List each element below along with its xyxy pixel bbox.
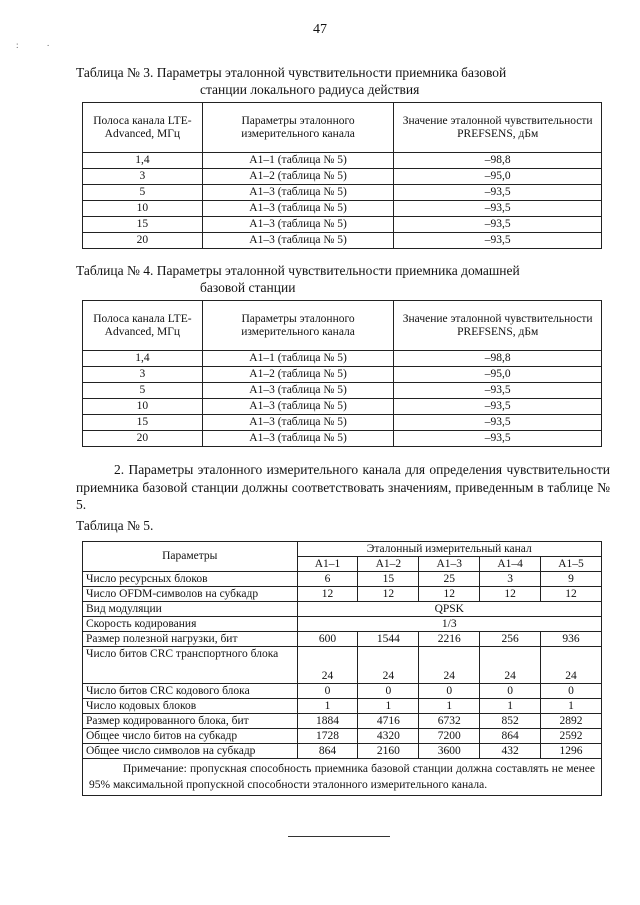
table4-cell: –93,5	[394, 431, 602, 447]
table4-row	[83, 383, 602, 399]
table5-row	[83, 587, 602, 602]
table5-cell: 936	[541, 632, 602, 647]
table3-cell: 5	[83, 185, 203, 201]
table5-param-header: Параметры	[83, 542, 298, 572]
table3-header: Полоса канала LTE-Advanced, МГц	[83, 103, 203, 153]
table4-cell: A1–3 (таблица № 5)	[202, 383, 394, 399]
table5-cell: 852	[480, 714, 541, 729]
table5-row	[83, 714, 602, 729]
table4-header: Полоса канала LTE-Advanced, МГц	[83, 301, 203, 351]
table3-cell: A1–3 (таблица № 5)	[202, 217, 394, 233]
table5-channel-header: A1–4	[480, 557, 541, 572]
table5-group-header: Эталонный измерительный канал	[297, 542, 601, 557]
table3	[82, 102, 602, 249]
table5-cell: 1728	[297, 729, 358, 744]
table5-row	[83, 602, 602, 617]
table5-note: Примечание: пропускная способность приемника базовой станции должна составлять не менее 95% максимальной пропускной способности эталонного измерительного канала.	[83, 759, 602, 796]
table5-row-label: Общее число битов на субкадр	[83, 729, 298, 744]
table5-note-row	[83, 759, 602, 796]
table5-cell: 12	[358, 587, 419, 602]
table5-cell: 0	[480, 684, 541, 699]
table3-cell: 3	[83, 169, 203, 185]
table4-header: Параметры эталонного измерительного канала	[202, 301, 394, 351]
table5-cell: 2160	[358, 744, 419, 759]
table4-cell: –95,0	[394, 367, 602, 383]
table5-cell: 24	[297, 647, 358, 684]
table5-cell: 24	[419, 647, 480, 684]
table5-merged-value: 1/3	[297, 617, 601, 632]
table5-row	[83, 684, 602, 699]
table5-row-label: Общее число символов на субкадр	[83, 744, 298, 759]
table3-cell: –93,5	[394, 201, 602, 217]
table5-row	[83, 647, 602, 684]
table3-row	[83, 201, 602, 217]
table4-cell: 10	[83, 399, 203, 415]
table3-cell: 20	[83, 233, 203, 249]
table3-cell: 1,4	[83, 153, 203, 169]
table5-cell: 1544	[358, 632, 419, 647]
table5-cell: 0	[358, 684, 419, 699]
table5-cell: 256	[480, 632, 541, 647]
table4-row	[83, 415, 602, 431]
table5-channel-header: A1–5	[541, 557, 602, 572]
table5-row	[83, 617, 602, 632]
table5-cell: 3	[480, 572, 541, 587]
table3-cell: A1–2 (таблица № 5)	[202, 169, 394, 185]
table5-row-label: Число кодовых блоков	[83, 699, 298, 714]
table5-channel-header: A1–3	[419, 557, 480, 572]
table4-cell: –93,5	[394, 399, 602, 415]
table5-channel-header: A1–2	[358, 557, 419, 572]
table5-cell: 6732	[419, 714, 480, 729]
table3-header: Параметры эталонного измерительного канала	[202, 103, 394, 153]
table4-cell: A1–1 (таблица № 5)	[202, 351, 394, 367]
table4-caption-line1: Таблица № 4. Параметры эталонной чувствительности приемника домашней	[76, 263, 520, 278]
table5-cell: 2592	[541, 729, 602, 744]
table5-cell: 25	[419, 572, 480, 587]
table3-cell: –93,5	[394, 217, 602, 233]
table5-cell: 2892	[541, 714, 602, 729]
table5-cell: 4320	[358, 729, 419, 744]
table5-row	[83, 729, 602, 744]
table3-cell: –93,5	[394, 233, 602, 249]
table4-cell: 15	[83, 415, 203, 431]
table4-row	[83, 431, 602, 447]
table4-row	[83, 351, 602, 367]
table3-row	[83, 233, 602, 249]
paragraph-2: 2. Параметры эталонного измерительного канала для определения чувствительности приемника базовой станции должны соответствовать значениям, приведенным в таблице № 5.	[76, 462, 610, 512]
table3-row	[83, 153, 602, 169]
table5-cell: 12	[541, 587, 602, 602]
table4-row	[83, 367, 602, 383]
table5-cell: 7200	[419, 729, 480, 744]
table4-caption	[76, 262, 606, 296]
table3-cell: A1–3 (таблица № 5)	[202, 233, 394, 249]
table5-cell: 24	[358, 647, 419, 684]
table5-cell: 4716	[358, 714, 419, 729]
footer-rule	[288, 836, 390, 837]
table4-cell: –98,8	[394, 351, 602, 367]
table5-cell: 6	[297, 572, 358, 587]
table5-row-label: Число ресурсных блоков	[83, 572, 298, 587]
table3-caption-line2: станции локального радиуса действия	[200, 82, 420, 97]
table5-cell: 12	[297, 587, 358, 602]
table3-cell: A1–1 (таблица № 5)	[202, 153, 394, 169]
table4-caption-line2: базовой станции	[200, 280, 296, 295]
margin-mark: .	[47, 38, 50, 48]
table4-row	[83, 399, 602, 415]
table3-cell: –95,0	[394, 169, 602, 185]
table5-cell: 24	[541, 647, 602, 684]
table5-cell: 0	[297, 684, 358, 699]
table5	[82, 541, 602, 796]
table5-cell: 1884	[297, 714, 358, 729]
table5-cell: 3600	[419, 744, 480, 759]
table5-row	[83, 632, 602, 647]
table3-cell: –93,5	[394, 185, 602, 201]
table3-cell: A1–3 (таблица № 5)	[202, 185, 394, 201]
table5-cell: 24	[480, 647, 541, 684]
table5-cell: 12	[480, 587, 541, 602]
table5-merged-value: QPSK	[297, 602, 601, 617]
table5-row-label: Размер полезной нагрузки, бит	[83, 632, 298, 647]
table5-row	[83, 572, 602, 587]
table3-cell: 15	[83, 217, 203, 233]
table3-header: Значение эталонной чувствительности PREFSENS, дБм	[394, 103, 602, 153]
margin-mark: :	[16, 40, 19, 50]
table5-cell: 600	[297, 632, 358, 647]
table5-cell: 1	[480, 699, 541, 714]
table5-row-label: Число OFDM-символов на субкадр	[83, 587, 298, 602]
table5-cell: 0	[541, 684, 602, 699]
table5-row-label: Число битов CRC транспортного блока	[83, 647, 298, 684]
table3-caption	[76, 64, 606, 98]
table3-caption-line1: Таблица № 3. Параметры эталонной чувствительности приемника базовой	[76, 65, 507, 80]
table5-row-label: Вид модуляции	[83, 602, 298, 617]
table5-cell: 0	[419, 684, 480, 699]
table5-cell: 864	[480, 729, 541, 744]
table5-cell: 432	[480, 744, 541, 759]
table5-row-label: Скорость кодирования	[83, 617, 298, 632]
table5-cell: 1	[419, 699, 480, 714]
table5-cell: 1	[297, 699, 358, 714]
table3-row	[83, 185, 602, 201]
table4-cell: A1–3 (таблица № 5)	[202, 415, 394, 431]
table4-cell: 20	[83, 431, 203, 447]
table4-cell: A1–2 (таблица № 5)	[202, 367, 394, 383]
table4-header: Значение эталонной чувствительности PREFSENS, дБм	[394, 301, 602, 351]
table4-cell: –93,5	[394, 415, 602, 431]
table3-row	[83, 169, 602, 185]
table5-caption: Таблица № 5.	[76, 518, 154, 533]
table5-cell: 864	[297, 744, 358, 759]
table5-row-label: Число битов CRC кодового блока	[83, 684, 298, 699]
table5-cell: 15	[358, 572, 419, 587]
table5-row	[83, 744, 602, 759]
table5-row	[83, 699, 602, 714]
table3-cell: 10	[83, 201, 203, 217]
table5-row-label: Размер кодированного блока, бит	[83, 714, 298, 729]
table5-cell: 1	[541, 699, 602, 714]
table4-cell: 5	[83, 383, 203, 399]
table3-row	[83, 217, 602, 233]
table4-cell: –93,5	[394, 383, 602, 399]
table4-cell: 1,4	[83, 351, 203, 367]
table4-cell: A1–3 (таблица № 5)	[202, 399, 394, 415]
table5-cell: 1	[358, 699, 419, 714]
table3-cell: A1–3 (таблица № 5)	[202, 201, 394, 217]
table4-cell: A1–3 (таблица № 5)	[202, 431, 394, 447]
table5-cell: 12	[419, 587, 480, 602]
table5-cell: 9	[541, 572, 602, 587]
table5-cell: 2216	[419, 632, 480, 647]
table5-cell: 1296	[541, 744, 602, 759]
table3-cell: –98,8	[394, 153, 602, 169]
table5-channel-header: A1–1	[297, 557, 358, 572]
table4	[82, 300, 602, 447]
table4-cell: 3	[83, 367, 203, 383]
page-number: 47	[313, 22, 327, 37]
